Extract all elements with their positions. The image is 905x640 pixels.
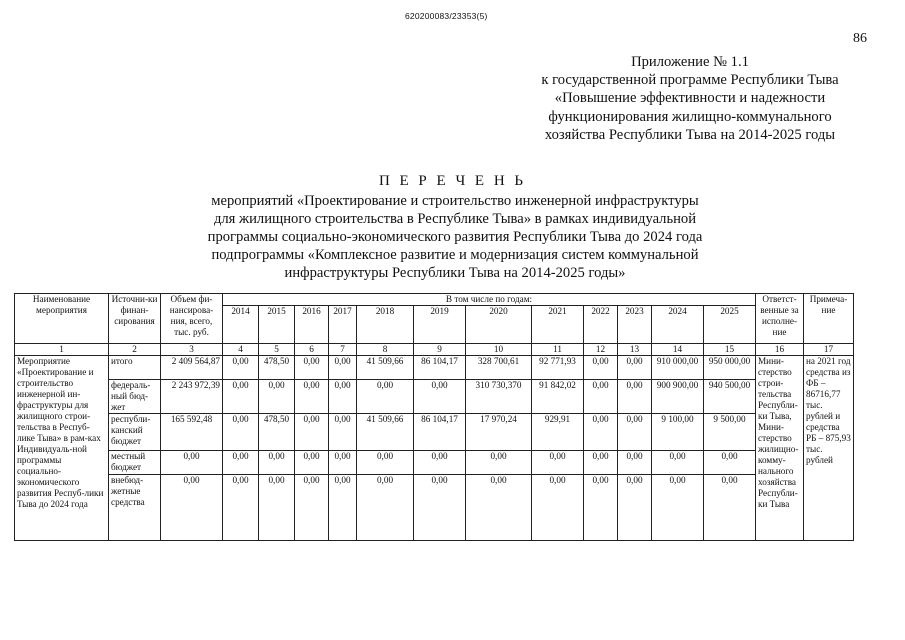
value-cell: 0,00 [618,451,652,475]
value-cell: 0,00 [329,380,357,414]
header-name: Наименование мероприятия [15,294,109,344]
total-cell: 2 243 972,39 [161,380,223,414]
column-number: 11 [532,344,584,356]
table-row [15,475,854,541]
header-year: 2022 [584,306,618,344]
appendix-line: к государственной программе Республики Тыва [541,72,839,89]
value-cell: 0,00 [329,414,357,451]
document-title: П Е Р Е Ч Е Н Ь [378,173,527,189]
value-cell: 0,00 [466,451,532,475]
value-cell: 0,00 [357,451,414,475]
document-code: 620200083/23353(5) [405,11,488,21]
value-cell: 0,00 [584,414,618,451]
column-number-row [15,344,854,356]
value-cell: 0,00 [329,451,357,475]
value-cell: 0,00 [584,380,618,414]
value-cell: 0,00 [584,451,618,475]
value-cell: 0,00 [223,475,259,541]
event-name: Мероприятие «Проектирование и строительство инженерной ин-фраструктуры для жилищного строи-тельства в Респуб-лике Тыва» в рам-ках Индивидуаль-ной программы социально-экономического развития Респуб-лики Тыва до 2024 года [15,356,109,541]
appendix-line: Приложение № 1.1 [631,54,749,70]
value-cell: 0,00 [357,380,414,414]
value-cell: 0,00 [532,475,584,541]
column-number: 14 [652,344,704,356]
value-cell: 0,00 [704,475,756,541]
value-cell: 478,50 [259,414,295,451]
subtitle-line: инфраструктуры Республики Тыва на 2014-2025 годы» [284,265,626,281]
total-cell: 165 592,48 [161,414,223,451]
value-cell: 0,00 [295,414,329,451]
source-cell: итого [109,356,161,380]
value-cell: 0,00 [618,414,652,451]
appendix-header [480,53,900,144]
subtitle-line: для жилищного строительства в Республике Тыва» в рамках индивидуальной [213,211,697,227]
value-cell: 91 842,02 [532,380,584,414]
header-year: 2018 [357,306,414,344]
column-number: 7 [329,344,357,356]
value-cell: 0,00 [295,451,329,475]
value-cell: 950 000,00 [704,356,756,380]
column-number: 16 [756,344,804,356]
value-cell: 0,00 [259,451,295,475]
value-cell: 0,00 [295,475,329,541]
header-year: 2020 [466,306,532,344]
column-number: 8 [357,344,414,356]
value-cell: 0,00 [618,380,652,414]
value-cell: 0,00 [584,356,618,380]
value-cell: 86 104,17 [414,414,466,451]
value-cell: 0,00 [704,451,756,475]
value-cell: 0,00 [223,414,259,451]
value-cell: 0,00 [618,356,652,380]
value-cell: 17 970,24 [466,414,532,451]
value-cell: 910 000,00 [652,356,704,380]
value-cell: 0,00 [295,356,329,380]
value-cell: 0,00 [532,451,584,475]
column-number: 3 [161,344,223,356]
appendix-line: «Повышение эффективности и надежности [554,90,826,107]
value-cell: 0,00 [414,475,466,541]
table-row [15,451,854,475]
value-cell: 0,00 [652,475,704,541]
value-cell: 0,00 [259,475,295,541]
value-cell: 0,00 [466,475,532,541]
value-cell: 92 771,93 [532,356,584,380]
header-volume: Объем фи-нансирова-ния, всего, тыс. руб. [161,294,223,344]
header-year: 2015 [259,306,295,344]
value-cell: 86 104,17 [414,356,466,380]
column-number: 1 [15,344,109,356]
value-cell: 0,00 [223,356,259,380]
page-number: 86 [853,31,867,46]
value-cell: 0,00 [618,475,652,541]
column-number: 15 [704,344,756,356]
header-year: 2024 [652,306,704,344]
value-cell: 0,00 [414,451,466,475]
value-cell: 0,00 [223,451,259,475]
source-cell: республи-канский бюджет [109,414,161,451]
total-cell: 0,00 [161,475,223,541]
value-cell: 0,00 [329,356,357,380]
table-row [15,414,854,451]
value-cell: 929,91 [532,414,584,451]
value-cell: 0,00 [223,380,259,414]
column-number: 13 [618,344,652,356]
column-number: 17 [804,344,854,356]
appendix-line: хозяйства Республики Тыва на 2014-2025 годы [544,126,836,143]
total-cell: 2 409 564,87 [161,356,223,380]
value-cell: 478,50 [259,356,295,380]
value-cell: 0,00 [584,475,618,541]
total-cell: 0,00 [161,451,223,475]
source-cell: федераль-ный бюд-жет [109,380,161,414]
value-cell: 0,00 [329,475,357,541]
value-cell: 0,00 [414,380,466,414]
value-cell: 0,00 [652,451,704,475]
table-row [15,356,854,380]
responsible-cell: Мини-стерство строи-тельства Республи-ки Тыва, Мини-стерство жилищно-комму-нального хозяйства Республи-ки Тыва [756,356,804,541]
value-cell: 328 700,61 [466,356,532,380]
header-year: 2023 [618,306,652,344]
header-note: Примеча-ние [804,294,854,344]
header-year: 2014 [223,306,259,344]
source-cell: внебюд-жетные средства [109,475,161,541]
value-cell: 0,00 [357,475,414,541]
subtitle-line: программы социально-экономического развития Республики Тыва до 2024 года [207,229,703,245]
header-year: 2019 [414,306,466,344]
subtitle-line: мероприятий «Проектирование и строительство инженерной инфраструктуры [211,193,699,209]
appendix-line: функционирования жилищно-коммунального [548,108,832,125]
column-number: 4 [223,344,259,356]
column-number: 5 [259,344,295,356]
source-cell: местный бюджет [109,451,161,475]
header-year: 2016 [295,306,329,344]
header-year: 2021 [532,306,584,344]
value-cell: 9 100,00 [652,414,704,451]
header-source: Источни-ки финан-сирования [109,294,161,344]
financing-table [14,293,854,541]
value-cell: 9 500,00 [704,414,756,451]
header-row-1 [15,294,854,306]
column-number: 6 [295,344,329,356]
value-cell: 0,00 [259,380,295,414]
column-number: 2 [109,344,161,356]
note-cell: на 2021 год средства из ФБ – 86716,77 тыс. рублей и средства РБ – 875,93 тыс. рублей [804,356,854,541]
header-year: 2025 [704,306,756,344]
header-responsible: Ответст-венные за исполне-ние [756,294,804,344]
value-cell: 41 509,66 [357,356,414,380]
column-number: 10 [466,344,532,356]
value-cell: 0,00 [295,380,329,414]
header-year: 2017 [329,306,357,344]
header-by-years: В том числе по годам: [223,294,756,306]
column-number: 12 [584,344,618,356]
table-row [15,380,854,414]
value-cell: 310 730,370 [466,380,532,414]
value-cell: 41 509,66 [357,414,414,451]
value-cell: 900 900,00 [652,380,704,414]
document-subtitle [135,192,775,282]
column-number: 9 [414,344,466,356]
value-cell: 940 500,00 [704,380,756,414]
subtitle-line: подпрограммы «Комплексное развитие и модернизация систем коммунальной [211,247,699,263]
